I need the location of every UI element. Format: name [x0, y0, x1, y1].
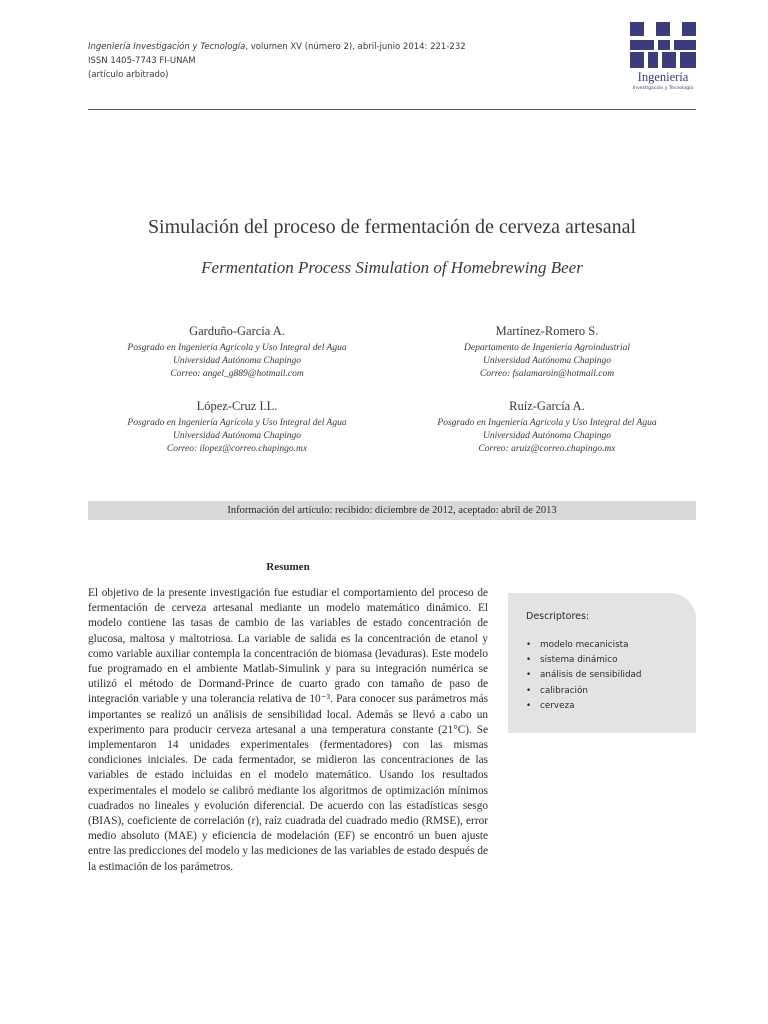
header-divider [88, 109, 696, 110]
bullet-icon: • [526, 685, 532, 696]
descriptor-item [526, 638, 642, 653]
journal-volume: , volumen XV (número 2), abril-junio 2014: 221-232 [245, 42, 466, 52]
journal-header [88, 40, 548, 82]
author-name: Ruíz-García A. [509, 399, 585, 413]
descriptor-label: calibración [540, 685, 588, 696]
author-block [397, 398, 697, 456]
descriptor-item [526, 684, 642, 699]
author-block [397, 323, 697, 381]
bullet-icon: • [526, 655, 532, 666]
descriptor-label: sistema dinámico [540, 655, 618, 666]
descriptor-label: modelo mecanicista [540, 640, 629, 650]
descriptors-title: Descriptores: [526, 611, 590, 622]
descriptor-item [526, 699, 642, 714]
author-university: Universidad Autónoma Chapingo [172, 356, 302, 366]
author-email: Correo: ilopez@correo.chapingo.mx [166, 444, 308, 454]
descriptor-label: análisis de sensibilidad [540, 670, 642, 681]
author-email: Correo: aruiz@correo.chapingo.mx [478, 444, 616, 454]
descriptors-box [508, 593, 696, 733]
author-email: Correo: angel_g889@hotmail.com [170, 369, 304, 379]
abstract-text: El objetivo de la presente investigación fue estudiar el comportamiento del proceso de fermentación de cerveza artesanal mediante un modelo matemático dinámico. El modelo contiene las tasas de cambio de las variables de estado concentración de glucosa, maltosa y maltotriosa. La variable de salida es la concentración de etanol y como variable auxiliar contempla la concentración de biomasa (levaduras). Este modelo fue programado en el ambiente Matlab-Simulink y para su integración numérica se utilizó el método de Dormand-Prince de cuarto grado con tamaño de paso de integración variable y una tolerancia relativa de 10⁻³. Para conocer sus parámetros más importantes se realizó un análisis de sensibilidad local. Además se llevó a cabo un experimento para producir cerveza artesanal a una temperatura constante (21°C). Se implementaron 14 unidades experimentales (fermentadores) con las mismas condiciones iniciales. De cada fermentador, se midieron las concentraciones de las variables de estado incluidas en el modelo matemático. Usando los resultados experimentales el modelo se calibró mediante los algoritmos de optimización mínimos cuadrados no lineales y evolución diferencial. De acuerdo con las estadísticas sesgo (BIAS), coeficiente de correlación (r), raíz cuadrada del cuadrado medio (RMSE), error medio absoluto (MAE) y eficiencia de modelación (EF) se encontró un buen ajuste entre las predicciones del modelo y las mediciones de las variables de estado después de la estimación de los parámetros. [88, 587, 488, 873]
descriptor-item [526, 653, 642, 668]
logo-mark-icon [616, 22, 710, 70]
author-affiliation: Posgrado en Ingeniería Agrícola y Uso Integral del Agua [437, 418, 657, 428]
logo-name: Ingeniería [637, 70, 689, 84]
author-name: Martínez-Romero S. [495, 324, 599, 338]
bullet-icon: • [526, 700, 532, 711]
article-info-bar: Información del artículo: recibido: diciembre de 2012, aceptado: abril de 2013 [88, 501, 696, 520]
author-block [87, 398, 387, 456]
author-university: Universidad Autónoma Chapingo [172, 431, 302, 441]
descriptors-list [526, 638, 642, 714]
abstract-heading: Resumen [266, 561, 310, 573]
descriptor-item [526, 668, 642, 683]
bullet-icon: • [526, 640, 532, 650]
author-affiliation: Departamento de Ingeniería Agroindustrial [464, 343, 630, 353]
bullet-icon: • [526, 670, 532, 681]
journal-logo [616, 22, 710, 96]
journal-citation [88, 40, 548, 54]
journal-note: (artículo arbitrado) [88, 70, 169, 80]
author-name: Garduño-García A. [189, 324, 285, 338]
journal-name: Ingeniería Investigación y Tecnología [88, 42, 246, 52]
author-affiliation: Posgrado en Ingeniería Agrícola y Uso Integral del Agua [127, 418, 347, 428]
logo-subtitle: Investigación y Tecnología [632, 86, 694, 91]
title-english: Fermentation Process Simulation of Homebrewing Beer [201, 258, 583, 277]
author-block [87, 323, 387, 381]
title-spanish: Simulación del proceso de fermentación de cerveza artesanal [147, 216, 637, 238]
author-email: Correo: fsalamaroin@hotmail.com [479, 369, 615, 379]
author-university: Universidad Autónoma Chapingo [482, 356, 612, 366]
author-name: López-Cruz I.L. [196, 399, 278, 413]
author-affiliation: Posgrado en Ingeniería Agrícola y Uso Integral del Agua [127, 343, 347, 353]
journal-issn: ISSN 1405-7743 FI-UNAM [88, 56, 196, 66]
author-university: Universidad Autónoma Chapingo [482, 431, 612, 441]
descriptor-label: cerveza [540, 700, 575, 711]
